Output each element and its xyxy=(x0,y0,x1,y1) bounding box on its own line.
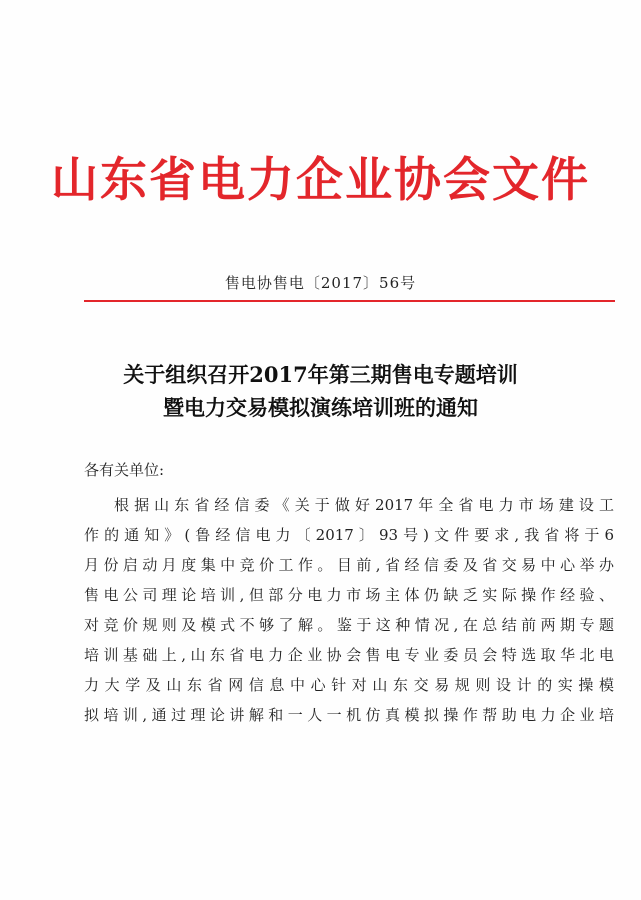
body-line: 售电公司理论培训,但部分电力市场主体仍缺乏实际操作经验、 xyxy=(84,586,614,604)
body-line: 力大学及山东省网信息中心针对山东交易规则设计的实操模 xyxy=(84,676,614,694)
document-number: 售电协售电〔2017〕56号 xyxy=(224,274,417,292)
body-line: 拟培训,通过理论讲解和一人一机仿真模拟操作帮助电力企业培 xyxy=(84,706,614,724)
body-paragraph xyxy=(84,490,614,730)
body-line: 月份启动月度集中竞价工作。目前,省经信委及省交易中心举办 xyxy=(84,556,614,574)
salutation: 各有关单位: xyxy=(84,461,165,479)
body-line: 对竞价规则及模式不够了解。鉴于这种情况,在总结前两期专题 xyxy=(84,616,614,634)
body-line: 作的通知》(鲁经信电力〔2017〕93号)文件要求,我省将于6 xyxy=(84,526,614,544)
red-divider-line xyxy=(84,300,615,302)
body-line: 培训基础上,山东省电力企业协会售电专业委员会特选取华北电 xyxy=(84,646,614,664)
body-line: 根据山东省经信委《关于做好2017年全省电力市场建设工 xyxy=(114,496,614,514)
notice-title-line-1: 关于组织召开2017年第三期售电专题培训 xyxy=(123,362,518,387)
letterhead-title: 山东省电力企业协会文件 xyxy=(51,153,590,208)
notice-title-line-2: 暨电力交易模拟演练培训班的通知 xyxy=(163,395,478,420)
notice-title xyxy=(0,358,641,424)
